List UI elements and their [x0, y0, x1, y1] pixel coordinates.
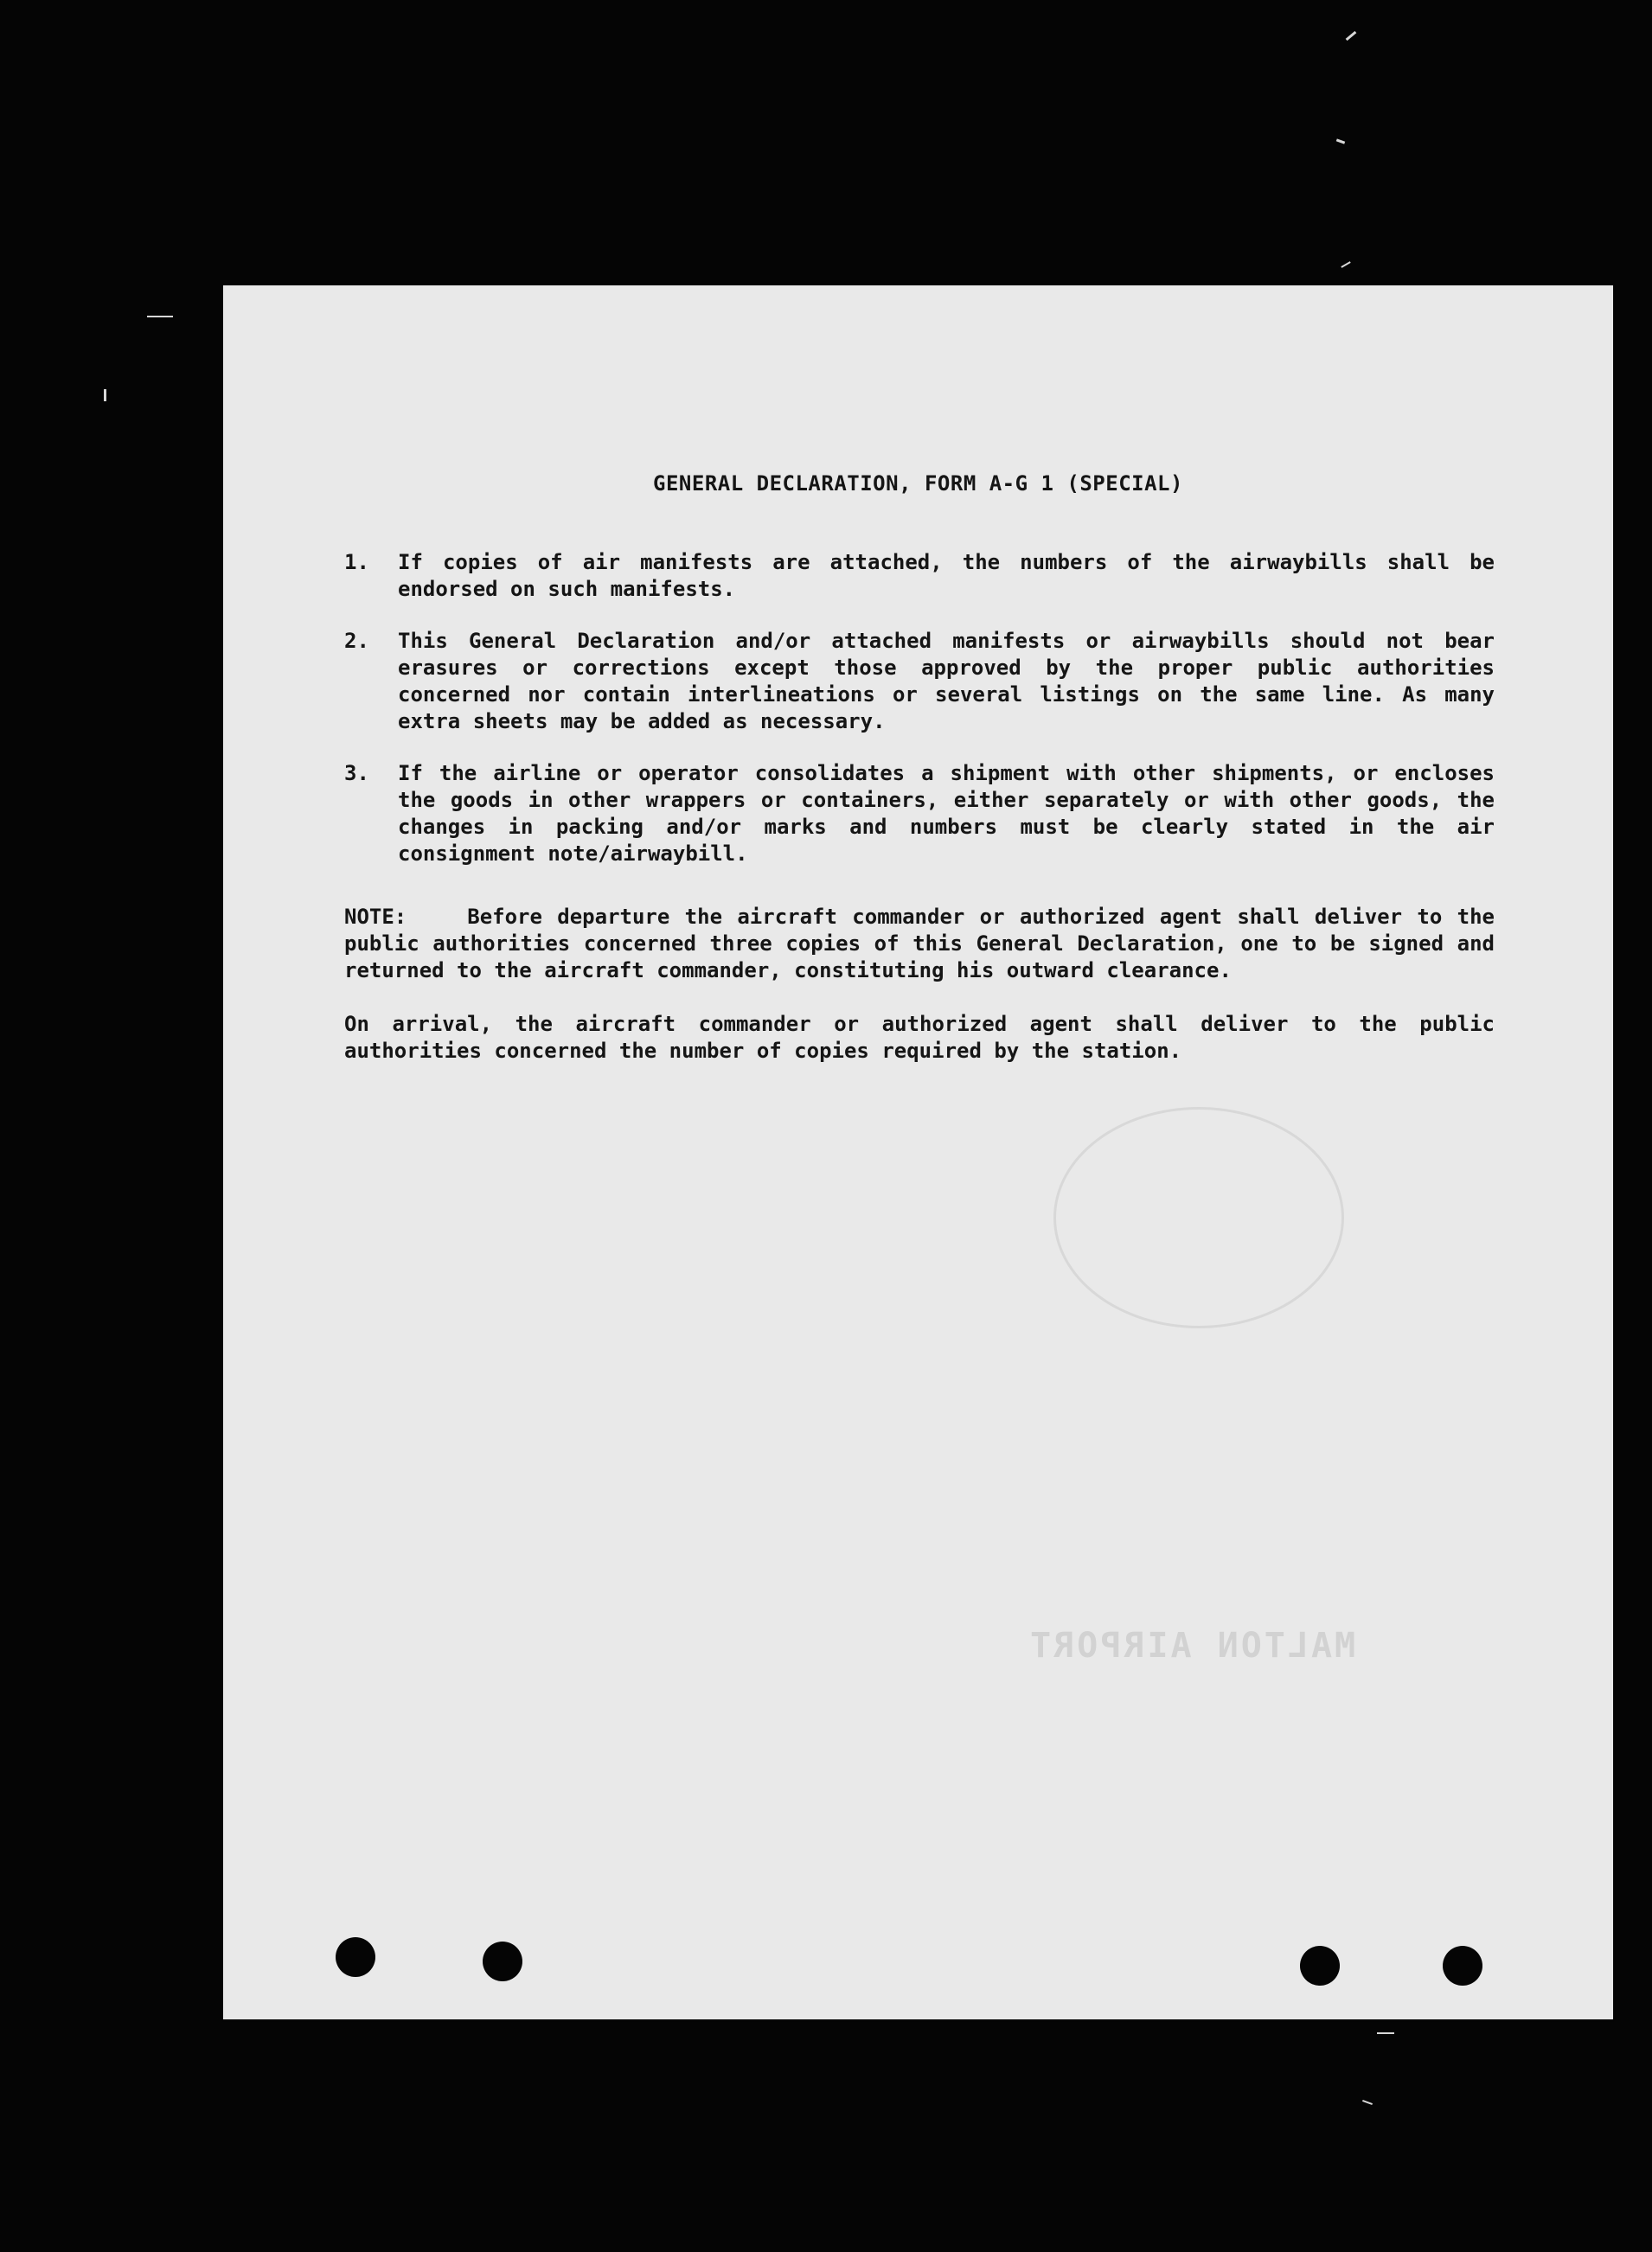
scan-speck	[147, 316, 173, 317]
scan-speck	[1377, 2032, 1394, 2034]
document-body	[344, 549, 1495, 1065]
punch-hole	[1443, 1946, 1482, 1986]
instruction-item	[344, 760, 1495, 867]
note-text: Before departure the aircraft commander or authorized agent shall deliver to the public authorities concerned three copies of this General Declaration, one to be signed and returned to the aircraft commander, constituting his outward clearance.	[344, 905, 1495, 982]
item-number: 2.	[344, 629, 369, 653]
note-paragraph	[344, 904, 1495, 984]
punch-hole	[1300, 1946, 1340, 1986]
instruction-item	[344, 628, 1495, 735]
arrival-paragraph: On arrival, the aircraft commander or authorized agent shall deliver to the public authorities concerned the number of copies required by the station.	[344, 1012, 1495, 1063]
document-page	[223, 285, 1613, 2019]
punch-hole	[483, 1942, 522, 1981]
ghost-stamp-text: MALTON AIRPORT	[1028, 1626, 1356, 1666]
item-text: If the airline or operator consolidates a shipment with other shipments, or encloses the goods in other wrappers or containers, either separately or with other goods, the changes in packing and/or marks and numbers must be clearly stated in the air consignment note/airwaybill.	[398, 761, 1495, 866]
instruction-item	[344, 549, 1495, 603]
item-text: This General Declaration and/or attached manifests or airwaybills should not bear erasures or corrections except those approved by the proper public authorities concerned nor contain interlineations or several listings on the same line. As many extra sheets may be added as necessary.	[398, 629, 1495, 733]
punch-hole	[336, 1937, 375, 1977]
item-number: 1.	[344, 550, 369, 574]
note-label: NOTE:	[344, 905, 407, 929]
document-title: GENERAL DECLARATION, FORM A-G 1 (SPECIAL)	[653, 471, 1183, 496]
scan-speck	[104, 389, 106, 401]
ghost-seal-mark	[1053, 1107, 1344, 1328]
item-number: 3.	[344, 761, 369, 785]
item-text: If copies of air manifests are attached, the numbers of the airwaybills shall be endorsed on such manifests.	[398, 550, 1495, 601]
